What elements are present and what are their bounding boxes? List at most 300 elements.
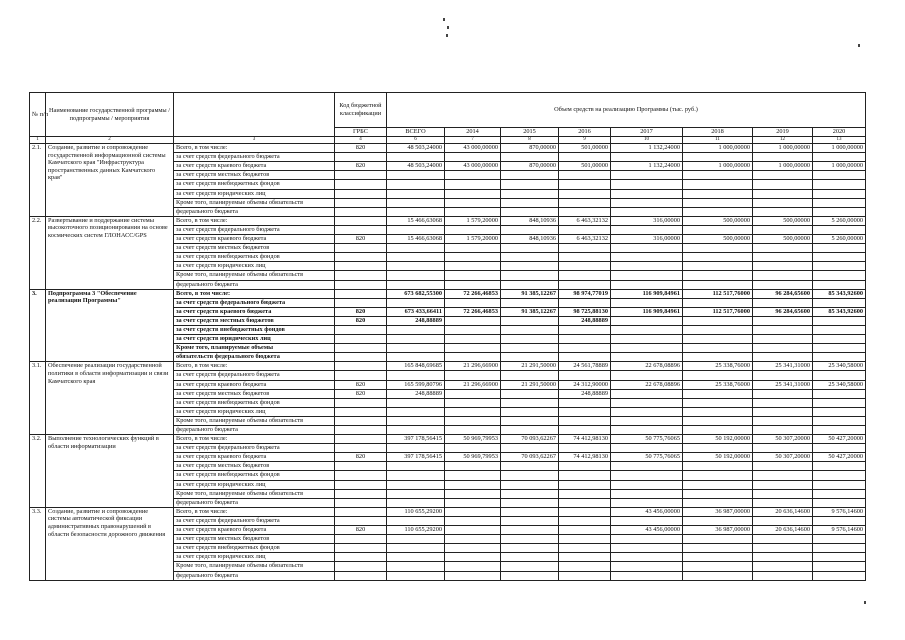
amount-year: 1 000,00000	[753, 144, 813, 153]
amount-year	[683, 426, 753, 435]
amount-year	[501, 498, 559, 507]
column-index: 8	[501, 137, 559, 144]
grbs-code	[335, 244, 387, 253]
amount-year: 248,88889	[559, 389, 611, 398]
funding-source-label: Кроме того, планируемые объемы обязательств	[174, 562, 335, 571]
grbs-code: 820	[335, 526, 387, 535]
scan-speck	[446, 34, 448, 37]
program-title: Обеспечение реализации государственной политики в области информатизации и связи Камчатского края	[46, 362, 174, 435]
amount-year	[559, 271, 611, 280]
amount-year	[813, 244, 866, 253]
amount-total: 673 682,55300	[387, 289, 445, 298]
amount-year	[611, 389, 683, 398]
amount-year	[501, 516, 559, 525]
amount-year	[559, 371, 611, 380]
amount-year	[501, 180, 559, 189]
amount-year	[611, 471, 683, 480]
amount-year	[753, 198, 813, 207]
amount-year	[683, 553, 753, 562]
grbs-code	[335, 180, 387, 189]
amount-year	[445, 225, 501, 234]
amount-year	[611, 171, 683, 180]
grbs-code	[335, 207, 387, 216]
amount-year	[813, 325, 866, 334]
amount-year	[683, 416, 753, 425]
funding-source-label: за счет средств местных бюджетов	[174, 535, 335, 544]
column-index: 10	[611, 137, 683, 144]
amount-total	[387, 353, 445, 362]
amount-year	[501, 562, 559, 571]
amount-year	[813, 280, 866, 289]
amount-year	[559, 153, 611, 162]
amount-year	[501, 280, 559, 289]
row-number: 3.1.	[30, 362, 46, 435]
amount-year	[445, 153, 501, 162]
amount-year	[753, 335, 813, 344]
grbs-code	[335, 498, 387, 507]
amount-year	[501, 298, 559, 307]
grbs-code	[335, 153, 387, 162]
amount-year: 21 296,66900	[445, 362, 501, 371]
amount-total: 165 848,69685	[387, 362, 445, 371]
amount-total	[387, 535, 445, 544]
amount-year	[683, 480, 753, 489]
amount-year	[813, 553, 866, 562]
amount-year	[683, 516, 753, 525]
amount-total	[387, 444, 445, 453]
amount-total	[387, 462, 445, 471]
amount-year	[445, 298, 501, 307]
grbs-code: 820	[335, 235, 387, 244]
funding-source-label: за счет средств юридических лиц	[174, 553, 335, 562]
amount-year	[501, 198, 559, 207]
amount-year: 20 636,14600	[753, 507, 813, 516]
amount-year	[683, 253, 753, 262]
amount-total: 15 466,63068	[387, 216, 445, 225]
amount-year	[753, 562, 813, 571]
amount-year	[753, 244, 813, 253]
amount-year: 36 987,00000	[683, 526, 753, 535]
column-index: 12	[753, 137, 813, 144]
amount-year	[753, 398, 813, 407]
amount-year: 74 412,98130	[559, 435, 611, 444]
amount-year	[559, 180, 611, 189]
header-num: № п/п	[30, 93, 46, 137]
funding-source-label: за счет средств федерального бюджета	[174, 153, 335, 162]
amount-year	[683, 244, 753, 253]
amount-year	[683, 389, 753, 398]
amount-year	[753, 225, 813, 234]
amount-year	[611, 180, 683, 189]
header-year: 2020	[813, 128, 866, 137]
amount-year	[753, 416, 813, 425]
amount-year	[559, 325, 611, 334]
funding-source-label: Кроме того, планируемые объемы	[174, 344, 335, 353]
amount-year	[611, 571, 683, 580]
funding-source-label: за счет средств юридических лиц	[174, 335, 335, 344]
amount-year	[813, 344, 866, 353]
amount-year	[611, 244, 683, 253]
amount-year	[445, 480, 501, 489]
budget-table	[29, 92, 866, 581]
amount-year	[813, 416, 866, 425]
scan-speck	[443, 18, 445, 21]
grbs-code	[335, 489, 387, 498]
amount-year	[683, 180, 753, 189]
amount-total	[387, 562, 445, 571]
amount-year: 50 192,00000	[683, 453, 753, 462]
grbs-code	[335, 189, 387, 198]
table-row	[30, 507, 866, 516]
funding-source-label: за счет средств федерального бюджета	[174, 444, 335, 453]
column-index: 3	[174, 137, 335, 144]
amount-year: 870,00000	[501, 162, 559, 171]
amount-year: 21 291,50000	[501, 362, 559, 371]
amount-year	[683, 344, 753, 353]
amount-year	[683, 571, 753, 580]
funding-source-label: Всего, в том числе:	[174, 216, 335, 225]
amount-total: 165 599,80796	[387, 380, 445, 389]
amount-year: 21 296,66900	[445, 380, 501, 389]
amount-year	[753, 371, 813, 380]
grbs-code	[335, 289, 387, 298]
amount-year	[813, 389, 866, 398]
grbs-code	[335, 444, 387, 453]
amount-year	[559, 535, 611, 544]
amount-year: 50 969,79953	[445, 453, 501, 462]
amount-year: 72 266,46853	[445, 307, 501, 316]
amount-year	[445, 471, 501, 480]
amount-year	[501, 553, 559, 562]
amount-year	[501, 325, 559, 334]
amount-year	[445, 244, 501, 253]
amount-year: 316,00000	[611, 216, 683, 225]
amount-year	[611, 253, 683, 262]
amount-year	[813, 426, 866, 435]
amount-year	[445, 335, 501, 344]
amount-year	[813, 544, 866, 553]
grbs-code	[335, 407, 387, 416]
amount-year	[445, 553, 501, 562]
amount-year	[753, 271, 813, 280]
amount-year	[559, 489, 611, 498]
amount-year: 70 093,62267	[501, 453, 559, 462]
amount-year	[683, 398, 753, 407]
grbs-code	[335, 271, 387, 280]
funding-source-label: за счет средств федерального бюджета	[174, 225, 335, 234]
amount-year	[445, 407, 501, 416]
amount-year	[445, 353, 501, 362]
amount-year	[559, 298, 611, 307]
amount-year	[559, 416, 611, 425]
grbs-code	[335, 171, 387, 180]
amount-year	[753, 298, 813, 307]
amount-year: 112 517,76000	[683, 289, 753, 298]
amount-year	[559, 462, 611, 471]
table-row	[30, 435, 866, 444]
amount-year: 1 579,20000	[445, 216, 501, 225]
scan-speck	[864, 601, 866, 604]
amount-year	[559, 516, 611, 525]
amount-year	[813, 489, 866, 498]
amount-year	[501, 262, 559, 271]
amount-year	[753, 180, 813, 189]
amount-year	[445, 507, 501, 516]
amount-year: 500,00000	[753, 216, 813, 225]
amount-year	[611, 516, 683, 525]
amount-year	[753, 498, 813, 507]
amount-year	[813, 398, 866, 407]
amount-year	[501, 535, 559, 544]
amount-year	[683, 353, 753, 362]
column-index: 7	[445, 137, 501, 144]
amount-year: 50 427,20000	[813, 453, 866, 462]
header-total: ВСЕГО	[387, 128, 445, 137]
funding-source-label: обязательств федерального бюджета	[174, 353, 335, 362]
amount-year	[445, 462, 501, 471]
amount-year	[501, 398, 559, 407]
amount-year	[501, 153, 559, 162]
grbs-code	[335, 298, 387, 307]
amount-total: 397 178,56415	[387, 453, 445, 462]
amount-year: 5 260,00000	[813, 216, 866, 225]
amount-year: 50 969,79953	[445, 435, 501, 444]
funding-source-label: за счет средств федерального бюджета	[174, 298, 335, 307]
funding-source-label: за счет средств краевого бюджета	[174, 162, 335, 171]
amount-year	[683, 207, 753, 216]
amount-year	[559, 207, 611, 216]
funding-source-label: федерального бюджета	[174, 207, 335, 216]
scan-speck	[858, 44, 860, 47]
amount-total	[387, 244, 445, 253]
header-year: 2014	[445, 128, 501, 137]
amount-year	[683, 544, 753, 553]
amount-year	[813, 516, 866, 525]
amount-year	[501, 335, 559, 344]
grbs-code	[335, 462, 387, 471]
amount-year	[683, 335, 753, 344]
amount-year: 316,00000	[611, 235, 683, 244]
amount-year: 848,10936	[501, 235, 559, 244]
amount-year: 24 312,90000	[559, 380, 611, 389]
amount-year	[445, 544, 501, 553]
grbs-code	[335, 562, 387, 571]
amount-year	[559, 353, 611, 362]
amount-year	[611, 325, 683, 334]
amount-year	[683, 462, 753, 471]
amount-year	[501, 244, 559, 253]
amount-year: 91 385,12267	[501, 289, 559, 298]
row-number: 3.2.	[30, 435, 46, 508]
amount-year: 36 987,00000	[683, 507, 753, 516]
amount-year	[445, 271, 501, 280]
amount-year	[753, 189, 813, 198]
funding-source-label: за счет средств краевого бюджета	[174, 307, 335, 316]
amount-year	[559, 225, 611, 234]
funding-source-label: за счет средств местных бюджетов	[174, 389, 335, 398]
amount-year	[611, 153, 683, 162]
amount-year: 5 260,00000	[813, 235, 866, 244]
amount-year	[753, 353, 813, 362]
amount-year: 500,00000	[683, 216, 753, 225]
amount-year	[813, 153, 866, 162]
amount-year	[813, 180, 866, 189]
amount-year	[445, 344, 501, 353]
funding-source-label: Кроме того, планируемые объемы обязательств	[174, 489, 335, 498]
program-title: Создание, развитие и сопровождение государственной информационной системы Камчатского края "Инфраструктура пространственных данных Камчатского края"	[46, 144, 174, 217]
grbs-code	[335, 280, 387, 289]
funding-source-label: Кроме того, планируемые объемы обязательств	[174, 271, 335, 280]
grbs-code: 820	[335, 144, 387, 153]
amount-year	[813, 353, 866, 362]
column-index: 11	[683, 137, 753, 144]
amount-year: 500,00000	[753, 235, 813, 244]
amount-year	[813, 198, 866, 207]
amount-year	[501, 426, 559, 435]
funding-source-label: Всего, в том числе:	[174, 289, 335, 298]
funding-source-label: Всего, в том числе:	[174, 435, 335, 444]
amount-total: 110 655,29200	[387, 526, 445, 535]
amount-year	[611, 271, 683, 280]
amount-year	[559, 553, 611, 562]
amount-year	[559, 244, 611, 253]
amount-year	[501, 444, 559, 453]
amount-year: 85 343,92600	[813, 307, 866, 316]
funding-source-label: за счет средств краевого бюджета	[174, 380, 335, 389]
amount-year	[813, 253, 866, 262]
amount-year	[559, 544, 611, 553]
program-title: Выполнение технологических функций в области информатизации	[46, 435, 174, 508]
funding-source-label: за счет средств юридических лиц	[174, 480, 335, 489]
amount-year: 1 132,24000	[611, 162, 683, 171]
amount-year	[559, 407, 611, 416]
amount-year	[753, 480, 813, 489]
amount-year	[813, 271, 866, 280]
funding-source-label: за счет средств краевого бюджета	[174, 235, 335, 244]
amount-year	[559, 253, 611, 262]
grbs-code	[335, 371, 387, 380]
amount-total	[387, 153, 445, 162]
amount-year: 24 561,78889	[559, 362, 611, 371]
amount-year	[611, 280, 683, 289]
amount-year: 50 307,20000	[753, 435, 813, 444]
amount-year	[753, 535, 813, 544]
amount-year	[753, 516, 813, 525]
budget-table-sheet	[29, 92, 865, 581]
amount-year: 870,00000	[501, 144, 559, 153]
amount-total	[387, 426, 445, 435]
amount-year	[559, 526, 611, 535]
amount-year: 500,00000	[683, 235, 753, 244]
amount-year	[559, 471, 611, 480]
amount-year: 25 341,31000	[753, 380, 813, 389]
funding-source-label: за счет средств внебюджетных фондов	[174, 325, 335, 334]
amount-year	[611, 407, 683, 416]
amount-year: 22 678,08896	[611, 380, 683, 389]
amount-year: 96 284,65600	[753, 307, 813, 316]
grbs-code	[335, 480, 387, 489]
amount-year	[683, 471, 753, 480]
amount-total	[387, 171, 445, 180]
amount-year	[445, 398, 501, 407]
amount-year	[813, 462, 866, 471]
amount-year	[611, 298, 683, 307]
amount-year	[611, 335, 683, 344]
amount-year	[611, 225, 683, 234]
grbs-code: 820	[335, 389, 387, 398]
funding-source-label: за счет средств местных бюджетов	[174, 316, 335, 325]
funding-source-label: за счет средств местных бюджетов	[174, 244, 335, 253]
amount-year	[501, 189, 559, 198]
funding-source-label: за счет средств внебюджетных фондов	[174, 544, 335, 553]
amount-year	[501, 571, 559, 580]
amount-total	[387, 225, 445, 234]
grbs-code	[335, 325, 387, 334]
amount-year	[683, 298, 753, 307]
header-year: 2019	[753, 128, 813, 137]
column-index: 4	[335, 137, 387, 144]
funding-source-label: за счет средств федерального бюджета	[174, 371, 335, 380]
amount-year	[813, 498, 866, 507]
row-number: 2.2.	[30, 216, 46, 289]
amount-year	[611, 371, 683, 380]
amount-year: 50 775,76065	[611, 435, 683, 444]
table-row	[30, 144, 866, 153]
amount-total: 110 655,29200	[387, 507, 445, 516]
amount-year: 116 909,84961	[611, 307, 683, 316]
amount-year	[445, 571, 501, 580]
amount-year	[683, 489, 753, 498]
column-index: 9	[559, 137, 611, 144]
amount-total	[387, 207, 445, 216]
amount-total	[387, 198, 445, 207]
grbs-code	[335, 426, 387, 435]
amount-total	[387, 280, 445, 289]
amount-total	[387, 271, 445, 280]
grbs-code	[335, 507, 387, 516]
amount-year: 1 000,00000	[683, 162, 753, 171]
amount-year	[683, 280, 753, 289]
amount-year: 43 456,00000	[611, 507, 683, 516]
grbs-code: 820	[335, 316, 387, 325]
amount-year	[445, 562, 501, 571]
amount-year	[611, 398, 683, 407]
amount-year: 85 343,92600	[813, 289, 866, 298]
amount-year	[753, 316, 813, 325]
amount-year	[611, 353, 683, 362]
amount-total	[387, 416, 445, 425]
amount-year	[753, 471, 813, 480]
amount-year	[683, 262, 753, 271]
amount-year: 1 000,00000	[753, 162, 813, 171]
header-year: 2016	[559, 128, 611, 137]
grbs-code	[335, 516, 387, 525]
amount-year	[445, 444, 501, 453]
amount-total: 673 433,66411	[387, 307, 445, 316]
grbs-code	[335, 435, 387, 444]
amount-year	[559, 171, 611, 180]
amount-year	[683, 171, 753, 180]
amount-year: 21 291,50000	[501, 380, 559, 389]
grbs-code	[335, 416, 387, 425]
column-index: 6	[387, 137, 445, 144]
row-number: 3.	[30, 289, 46, 362]
amount-year	[559, 480, 611, 489]
amount-year	[501, 207, 559, 216]
grbs-code: 820	[335, 162, 387, 171]
amount-year	[611, 462, 683, 471]
program-title: Создание, развитие и сопровождение системы автоматической фиксации административных правонарушений в области безопасности дорожного движения	[46, 507, 174, 580]
